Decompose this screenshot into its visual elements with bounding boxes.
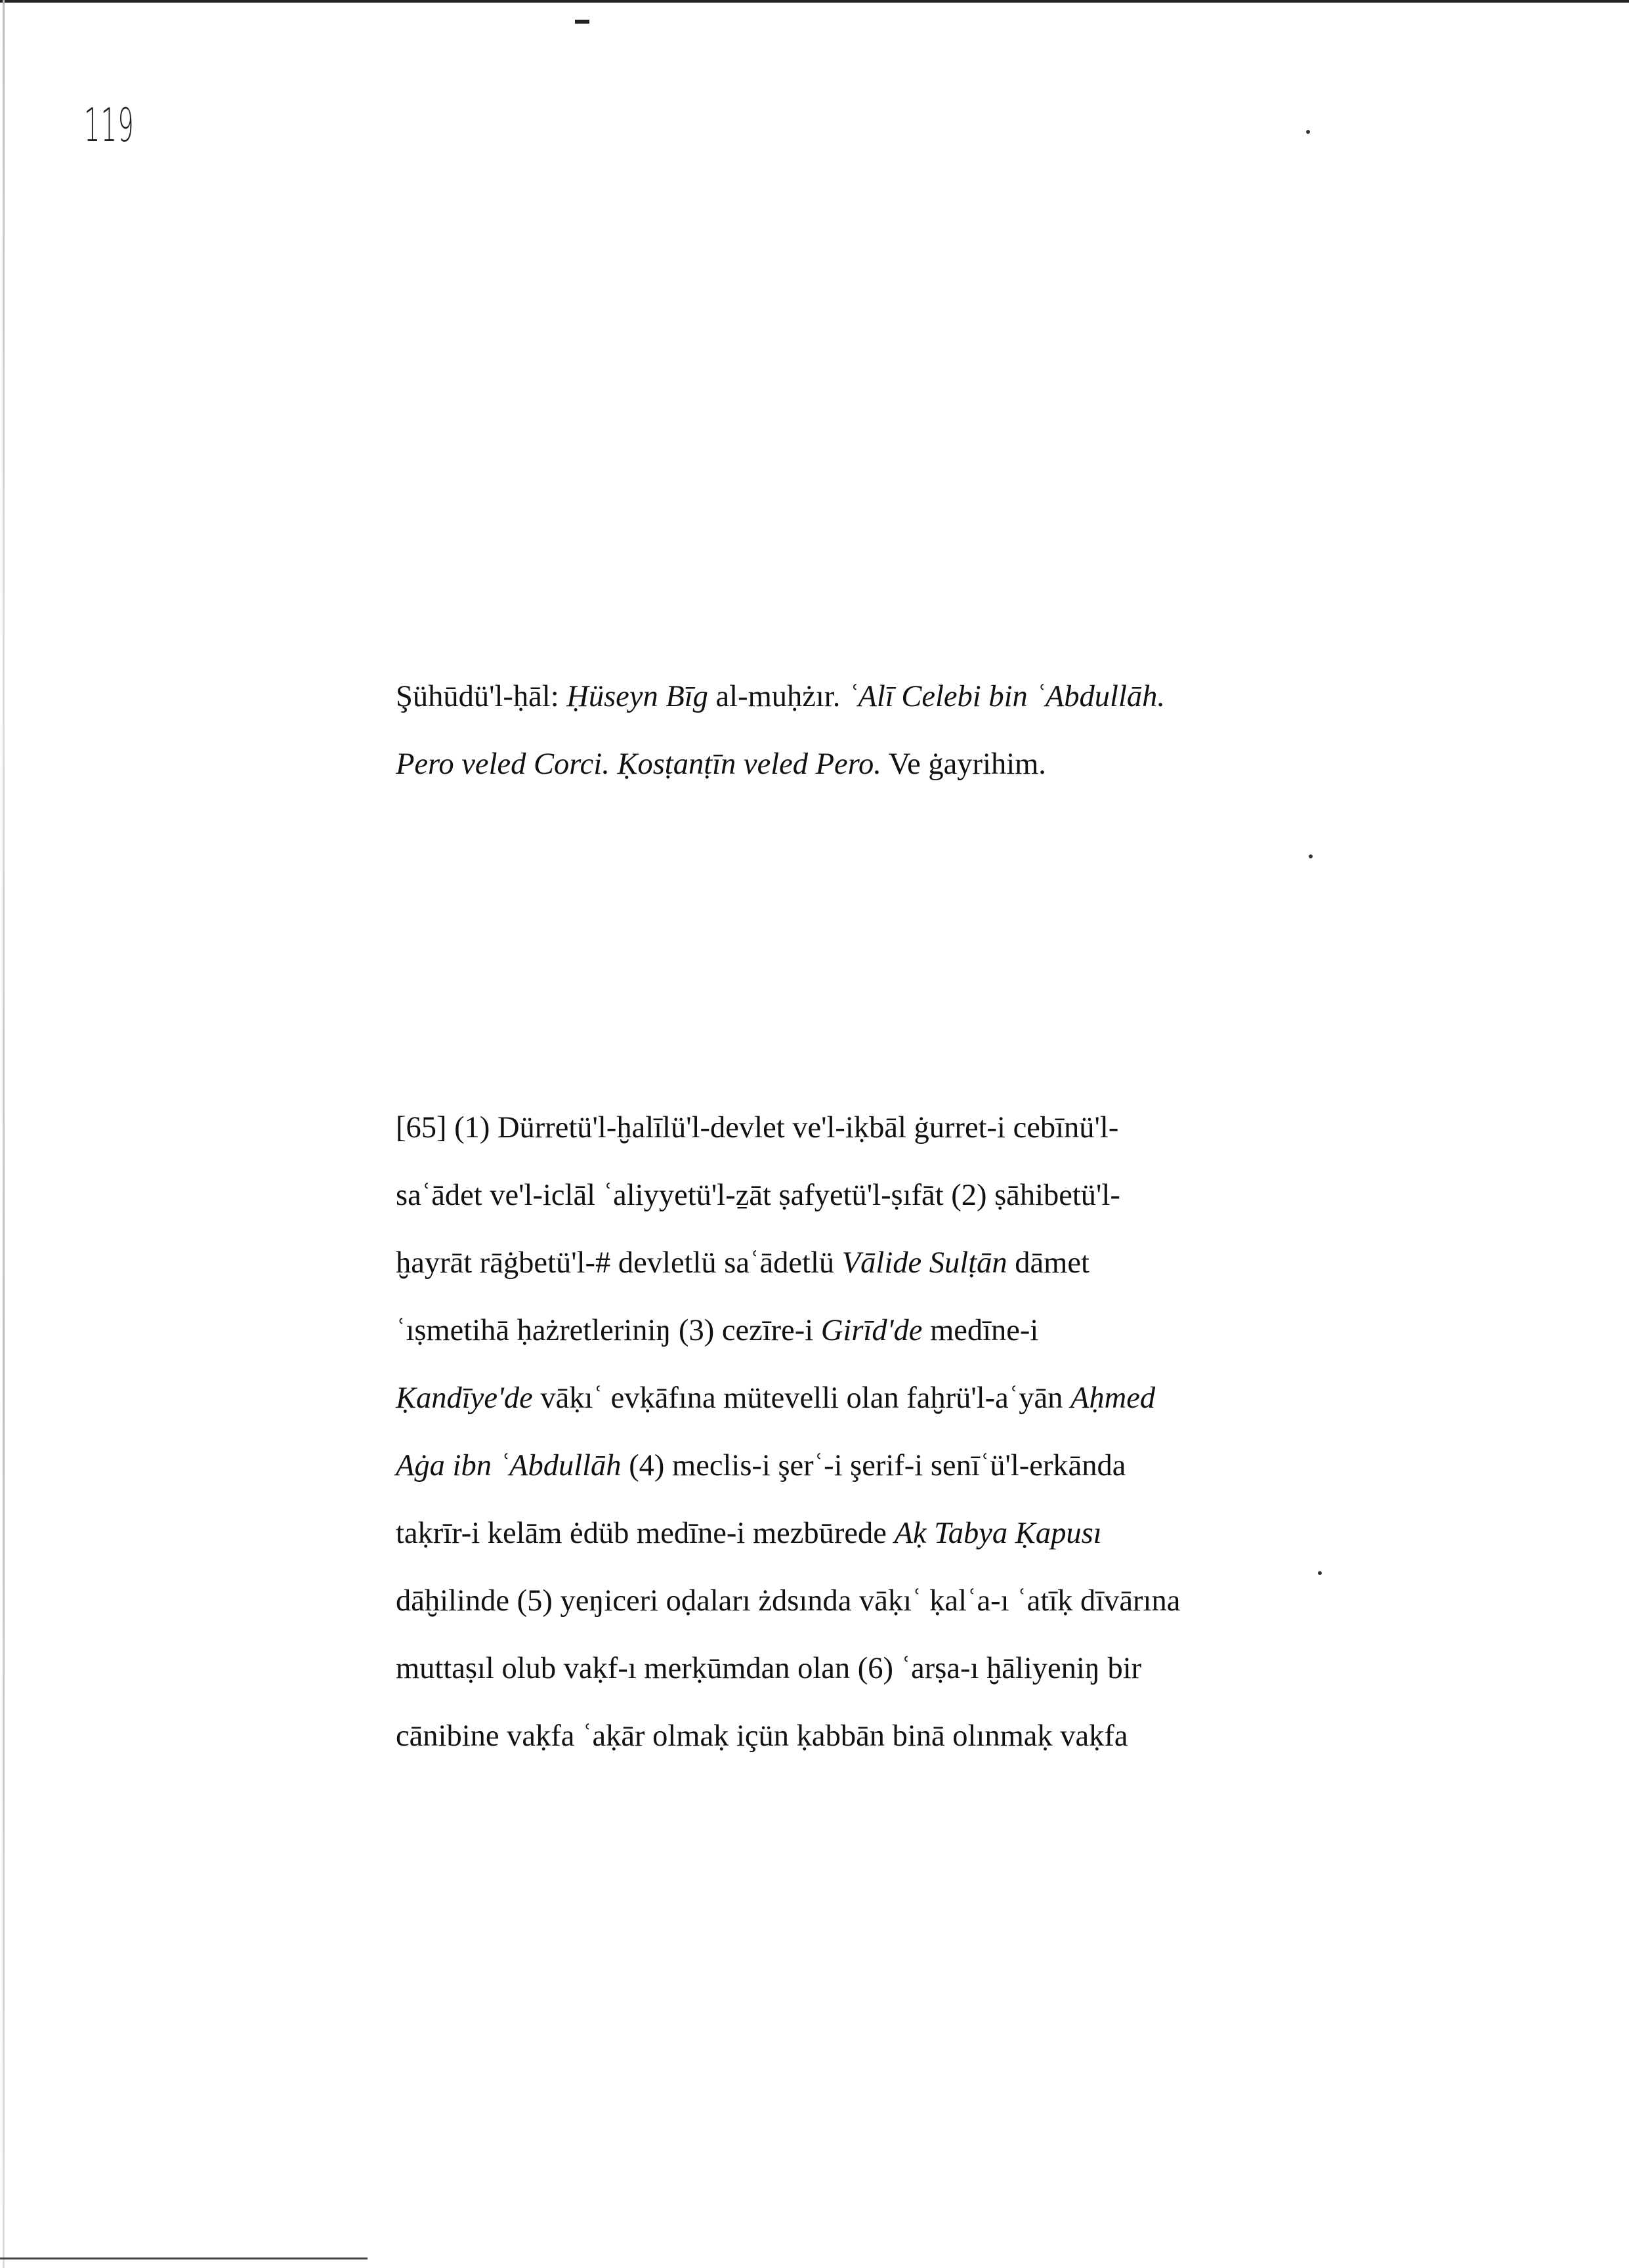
italic-name-run: Pero veled Corci. Ḳosṭanṭīn veled Pero.: [396, 747, 881, 781]
text-line: [396, 663, 1165, 730]
scan-speck: [1318, 1571, 1322, 1575]
text-run: (4) meclis-i şerʿ-i şerif-i senīʿü'l-erkānda: [621, 1449, 1126, 1482]
italic-name-run: Aġa ibn ʿAbdullāh: [396, 1449, 622, 1482]
italic-name-run: Girīd'de: [820, 1314, 923, 1347]
entry-65-paragraph: [396, 1094, 1180, 1770]
text-run: ḫayrāt rāġbetü'l-# devletlü saʿādetlü: [396, 1246, 842, 1280]
text-line: [396, 1432, 1180, 1500]
scan-mark: [575, 20, 589, 24]
text-run: cānibine vaḳfa ʿaḳār olmaḳ içün ḳabbān binā olınmaḳ vaḳfa: [396, 1719, 1128, 1753]
scan-speck: [1309, 854, 1313, 858]
text-line: [396, 730, 1165, 798]
italic-name-run: Ḳandīye'de: [396, 1381, 533, 1415]
text-run: saʿādet ve'l-iclāl ʿaliyyetü'l-ẕāt ṣafyetü'l-ṣıfāt (2) ṣāhibetü'l-: [396, 1179, 1120, 1212]
italic-name-run: ʿAlī Celebi bin ʿAbdullāh.: [847, 680, 1165, 713]
italic-name-run: Vālide Sulṭān: [841, 1246, 1007, 1280]
text-line: [396, 1364, 1180, 1432]
text-line: [396, 1297, 1180, 1364]
text-line: [396, 1567, 1180, 1635]
handwritten-folio-number: 119: [84, 98, 135, 152]
scan-speck: [1306, 130, 1310, 134]
text-run: dāḫilinde (5) yeŋiceri oḍaları żdsında vāḳıʿ ḳalʿa-ı ʿatīḳ dīvārına: [396, 1584, 1181, 1618]
italic-name-run: Aḳ Tabya Ḳapusı: [894, 1517, 1102, 1550]
text-run: taḳrīr-i kelām ėdüb medīne-i mezbūrede: [396, 1517, 895, 1550]
text-run: dāmet: [1007, 1246, 1090, 1280]
text-line: [396, 1094, 1180, 1162]
scan-top-edge: [0, 0, 1629, 3]
text-run: vāḳıʿ evḳāfına mütevelli olan faḫrü'l-aʿyān: [532, 1381, 1070, 1415]
italic-name-run: Aḥmed: [1070, 1381, 1156, 1415]
text-line: [396, 1162, 1180, 1229]
text-run: Şühūdü'l-ḥāl:: [396, 680, 567, 713]
text-line: [396, 1635, 1180, 1702]
scan-left-edge: [3, 0, 5, 2268]
text-line: [396, 1500, 1180, 1567]
text-run: [65] (1) Dürretü'l-ḫalīlü'l-devlet ve'l-iḳbāl ġurret-i cebīnü'l-: [396, 1111, 1119, 1144]
text-run: muttaṣıl olub vaḳf-ı merḳūmdan olan (6) ʿarṣa-ı ḫāliyeniŋ bir: [396, 1652, 1142, 1685]
text-line: [396, 1702, 1180, 1770]
scan-bottom-edge: [0, 2258, 368, 2259]
text-line: [396, 1229, 1180, 1297]
text-run: al-muḥżır.: [708, 680, 848, 713]
text-run: Ve ġayrihim.: [881, 747, 1046, 781]
text-run: medīne-i: [922, 1314, 1039, 1347]
witnesses-paragraph: [396, 663, 1165, 798]
italic-name-run: Ḥüseyn Bīg: [566, 680, 708, 713]
text-run: ʿıṣmetihā ḥażretleriniŋ (3) cezīre-i: [396, 1314, 821, 1347]
